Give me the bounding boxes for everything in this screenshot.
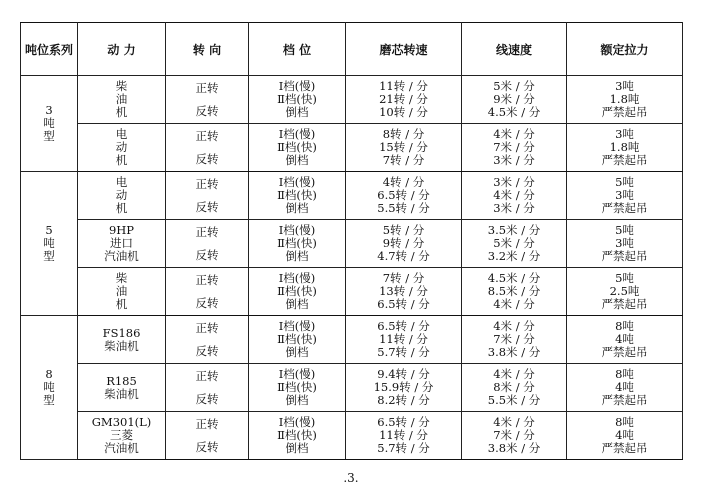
line-speed-value: 4.5米 / 分 bbox=[487, 105, 541, 119]
header-cell-series: 吨位系列 bbox=[21, 23, 78, 76]
series-label: 8 bbox=[45, 367, 53, 381]
power-label: 柴 bbox=[115, 79, 128, 93]
line-speed-cell bbox=[462, 76, 567, 124]
power-label: 机 bbox=[115, 201, 128, 215]
gear-label: 倒档 bbox=[285, 249, 309, 263]
power-label: 柴油机 bbox=[104, 338, 139, 353]
rotation-label: 正转 bbox=[195, 368, 219, 383]
power-cell bbox=[78, 364, 166, 412]
gear-cell bbox=[249, 316, 346, 364]
power-cell bbox=[78, 76, 166, 124]
line-speed-value: 3.8米 / 分 bbox=[487, 345, 541, 359]
core-speed-value: 8转 / 分 bbox=[382, 127, 425, 141]
core-speed-value: 11转 / 分 bbox=[379, 332, 428, 346]
line-speed-value: 8米 / 分 bbox=[493, 380, 535, 394]
table-row bbox=[21, 316, 683, 364]
line-speed-cell bbox=[462, 268, 567, 316]
core-speed-value: 8.2转 / 分 bbox=[377, 393, 430, 407]
series-label: 3 bbox=[45, 103, 53, 117]
rotation-cell bbox=[166, 76, 249, 124]
core-speed-value: 21转 / 分 bbox=[379, 92, 428, 106]
power-cell bbox=[78, 172, 166, 220]
rated-load-value: 3吨 bbox=[615, 79, 634, 93]
gear-label: I档(慢) bbox=[278, 79, 316, 93]
core-speed-cell bbox=[346, 220, 462, 268]
line-speed-value: 4米 / 分 bbox=[493, 127, 535, 141]
spec-table bbox=[20, 22, 683, 460]
rated-load-value: 严禁起吊 bbox=[601, 105, 648, 119]
core-speed-cell bbox=[346, 172, 462, 220]
rotation-label: 反转 bbox=[195, 295, 219, 310]
rated-load-value: 4吨 bbox=[615, 380, 634, 394]
header-cell-gear: 档 位 bbox=[249, 23, 346, 76]
power-cell bbox=[78, 268, 166, 316]
table-row bbox=[21, 220, 683, 268]
core-speed-cell bbox=[346, 316, 462, 364]
power-cell bbox=[78, 124, 166, 172]
gear-label: I档(慢) bbox=[278, 319, 316, 333]
power-label: 机 bbox=[115, 105, 128, 119]
gear-label: Ⅱ档(快) bbox=[277, 284, 317, 298]
core-speed-value: 13转 / 分 bbox=[379, 284, 428, 298]
rotation-label: 反转 bbox=[195, 199, 219, 214]
rotation-label: 反转 bbox=[195, 151, 219, 166]
rotation-label: 正转 bbox=[195, 80, 219, 95]
line-speed-value: 9米 / 分 bbox=[493, 92, 535, 106]
power-label: 汽油机 bbox=[104, 249, 139, 263]
rotation-label: 正转 bbox=[195, 224, 219, 239]
core-speed-value: 15.9转 / 分 bbox=[373, 380, 434, 394]
line-speed-value: 3.8米 / 分 bbox=[487, 441, 541, 455]
gear-label: 倒档 bbox=[285, 153, 309, 167]
rated-load-cell bbox=[567, 268, 683, 316]
line-speed-value: 8.5米 / 分 bbox=[487, 284, 541, 298]
core-speed-value: 6.5转 / 分 bbox=[377, 297, 430, 311]
gear-cell bbox=[249, 172, 346, 220]
gear-label: 倒档 bbox=[285, 201, 309, 215]
table-row bbox=[21, 268, 683, 316]
gear-cell bbox=[249, 412, 346, 460]
core-speed-value: 6.5转 / 分 bbox=[377, 415, 430, 429]
core-speed-value: 7转 / 分 bbox=[382, 153, 425, 167]
power-label: 三菱 bbox=[110, 428, 133, 442]
series-label: 吨 bbox=[43, 236, 55, 250]
page-number: .3. bbox=[343, 471, 359, 485]
line-speed-value: 3.5米 / 分 bbox=[487, 223, 541, 237]
core-speed-value: 11转 / 分 bbox=[379, 428, 428, 442]
line-speed-value: 4米 / 分 bbox=[493, 367, 535, 381]
core-speed-value: 15转 / 分 bbox=[379, 140, 428, 154]
power-cell bbox=[78, 316, 166, 364]
gear-label: 倒档 bbox=[285, 441, 309, 455]
rated-load-cell bbox=[567, 316, 683, 364]
power-label: 动 bbox=[115, 188, 128, 202]
power-label: 机 bbox=[115, 153, 128, 167]
power-label: 电 bbox=[115, 127, 128, 141]
power-cell bbox=[78, 412, 166, 460]
power-label: 汽油机 bbox=[104, 441, 139, 455]
rated-load-value: 2.5吨 bbox=[609, 284, 640, 298]
series-cell bbox=[21, 316, 78, 460]
rated-load-value: 1.8吨 bbox=[609, 140, 640, 154]
power-cell bbox=[78, 220, 166, 268]
series-cell bbox=[21, 172, 78, 316]
rated-load-value: 5吨 bbox=[615, 223, 634, 237]
rotation-label: 正转 bbox=[195, 416, 219, 431]
core-speed-value: 5.5转 / 分 bbox=[377, 201, 430, 215]
line-speed-value: 4米 / 分 bbox=[493, 188, 535, 202]
table-row bbox=[21, 364, 683, 412]
line-speed-value: 3.2米 / 分 bbox=[487, 249, 541, 263]
core-speed-value: 11转 / 分 bbox=[379, 79, 428, 93]
gear-label: I档(慢) bbox=[278, 415, 316, 429]
rated-load-value: 8吨 bbox=[615, 319, 634, 333]
line-speed-value: 5.5米 / 分 bbox=[487, 393, 541, 407]
gear-label: 倒档 bbox=[285, 393, 309, 407]
series-label: 型 bbox=[43, 249, 55, 263]
core-speed-value: 6.5转 / 分 bbox=[377, 319, 430, 333]
rotation-cell bbox=[166, 172, 249, 220]
core-speed-cell bbox=[346, 76, 462, 124]
rated-load-cell bbox=[567, 364, 683, 412]
gear-label: Ⅱ档(快) bbox=[277, 428, 317, 442]
power-label: GM301(L) bbox=[91, 415, 152, 429]
spec-table-body bbox=[21, 76, 683, 460]
rated-load-value: 3吨 bbox=[615, 127, 634, 141]
line-speed-value: 7米 / 分 bbox=[493, 428, 535, 442]
line-speed-value: 4.5米 / 分 bbox=[487, 271, 541, 285]
rated-load-value: 5吨 bbox=[615, 175, 634, 189]
line-speed-cell bbox=[462, 364, 567, 412]
line-speed-value: 3米 / 分 bbox=[493, 175, 535, 189]
gear-label: Ⅱ档(快) bbox=[277, 188, 317, 202]
table-row bbox=[21, 412, 683, 460]
rotation-label: 反转 bbox=[195, 247, 219, 262]
core-speed-value: 9.4转 / 分 bbox=[377, 367, 430, 381]
line-speed-cell bbox=[462, 412, 567, 460]
gear-label: I档(慢) bbox=[278, 223, 316, 237]
core-speed-value: 4.7转 / 分 bbox=[377, 249, 430, 263]
rated-load-value: 严禁起吊 bbox=[601, 345, 648, 359]
line-speed-value: 4米 / 分 bbox=[493, 297, 535, 311]
line-speed-cell bbox=[462, 316, 567, 364]
header-cell-core-speed: 磨芯转速 bbox=[346, 23, 462, 76]
line-speed-value: 4米 / 分 bbox=[493, 319, 535, 333]
core-speed-value: 9转 / 分 bbox=[382, 236, 425, 250]
series-label: 型 bbox=[43, 393, 55, 407]
core-speed-cell bbox=[346, 268, 462, 316]
table-row bbox=[21, 124, 683, 172]
power-label: R185 bbox=[106, 373, 137, 388]
rated-load-value: 4吨 bbox=[615, 428, 634, 442]
line-speed-value: 4米 / 分 bbox=[493, 415, 535, 429]
rotation-cell bbox=[166, 412, 249, 460]
rated-load-value: 8吨 bbox=[615, 367, 634, 381]
gear-cell bbox=[249, 364, 346, 412]
gear-cell bbox=[249, 124, 346, 172]
line-speed-value: 3米 / 分 bbox=[493, 201, 535, 215]
rotation-label: 正转 bbox=[195, 320, 219, 335]
rated-load-cell bbox=[567, 172, 683, 220]
rated-load-value: 1.8吨 bbox=[609, 92, 640, 106]
series-label: 型 bbox=[43, 129, 55, 143]
line-speed-value: 5米 / 分 bbox=[493, 79, 535, 93]
rated-load-cell bbox=[567, 220, 683, 268]
core-speed-cell bbox=[346, 364, 462, 412]
core-speed-value: 5转 / 分 bbox=[382, 223, 425, 237]
rated-load-value: 严禁起吊 bbox=[601, 249, 648, 263]
line-speed-value: 3米 / 分 bbox=[493, 153, 535, 167]
rated-load-cell bbox=[567, 124, 683, 172]
power-label: 油 bbox=[115, 284, 128, 298]
header-row bbox=[21, 23, 683, 76]
gear-label: 倒档 bbox=[285, 105, 309, 119]
rated-load-value: 3吨 bbox=[615, 236, 634, 250]
rated-load-value: 严禁起吊 bbox=[601, 441, 648, 455]
rated-load-value: 严禁起吊 bbox=[601, 153, 648, 167]
rotation-label: 正转 bbox=[195, 128, 219, 143]
rotation-label: 反转 bbox=[195, 103, 219, 118]
power-label: 9HP bbox=[108, 223, 135, 237]
series-cell bbox=[21, 76, 78, 172]
rated-load-value: 严禁起吊 bbox=[601, 393, 648, 407]
rotation-label: 正转 bbox=[195, 272, 219, 287]
rotation-label: 反转 bbox=[195, 439, 219, 454]
rotation-cell bbox=[166, 124, 249, 172]
rated-load-value: 5吨 bbox=[615, 271, 634, 285]
gear-label: Ⅱ档(快) bbox=[277, 332, 317, 346]
gear-cell bbox=[249, 268, 346, 316]
table-row bbox=[21, 172, 683, 220]
core-speed-value: 7转 / 分 bbox=[382, 271, 425, 285]
power-label: 油 bbox=[115, 92, 128, 106]
power-label: 柴油机 bbox=[104, 386, 139, 401]
rated-load-value: 严禁起吊 bbox=[601, 201, 648, 215]
rated-load-cell bbox=[567, 412, 683, 460]
rotation-cell bbox=[166, 364, 249, 412]
header-cell-rated-load: 额定拉力 bbox=[567, 23, 683, 76]
gear-cell bbox=[249, 220, 346, 268]
core-speed-value: 10转 / 分 bbox=[379, 105, 428, 119]
gear-label: 倒档 bbox=[285, 297, 309, 311]
rotation-cell bbox=[166, 220, 249, 268]
header-cell-power: 动 力 bbox=[78, 23, 166, 76]
rotation-label: 反转 bbox=[195, 391, 219, 406]
series-label: 吨 bbox=[43, 380, 55, 394]
gear-label: I档(慢) bbox=[278, 127, 316, 141]
core-speed-value: 5.7转 / 分 bbox=[377, 441, 430, 455]
header-cell-rotation: 转 向 bbox=[166, 23, 249, 76]
rated-load-value: 4吨 bbox=[615, 332, 634, 346]
gear-label: I档(慢) bbox=[278, 175, 316, 189]
gear-label: 倒档 bbox=[285, 345, 309, 359]
rotation-cell bbox=[166, 316, 249, 364]
line-speed-cell bbox=[462, 124, 567, 172]
power-label: 机 bbox=[115, 297, 128, 311]
gear-label: I档(慢) bbox=[278, 367, 316, 381]
power-label: 进口 bbox=[110, 236, 133, 250]
rotation-cell bbox=[166, 268, 249, 316]
table-row bbox=[21, 76, 683, 124]
power-label: FS186 bbox=[102, 325, 141, 340]
core-speed-cell bbox=[346, 124, 462, 172]
gear-label: Ⅱ档(快) bbox=[277, 140, 317, 154]
power-label: 柴 bbox=[115, 271, 128, 285]
header-cell-line-speed: 线速度 bbox=[462, 23, 567, 76]
rated-load-value: 8吨 bbox=[615, 415, 634, 429]
line-speed-cell bbox=[462, 172, 567, 220]
rotation-label: 反转 bbox=[195, 343, 219, 358]
gear-cell bbox=[249, 76, 346, 124]
power-label: 电 bbox=[115, 175, 128, 189]
rotation-label: 正转 bbox=[195, 176, 219, 191]
core-speed-value: 6.5转 / 分 bbox=[377, 188, 430, 202]
core-speed-cell bbox=[346, 412, 462, 460]
line-speed-value: 7米 / 分 bbox=[493, 332, 535, 346]
gear-label: Ⅱ档(快) bbox=[277, 236, 317, 250]
gear-label: Ⅱ档(快) bbox=[277, 92, 317, 106]
line-speed-cell bbox=[462, 220, 567, 268]
power-label: 动 bbox=[115, 140, 128, 154]
core-speed-value: 5.7转 / 分 bbox=[377, 345, 430, 359]
series-label: 吨 bbox=[43, 116, 55, 130]
rated-load-value: 3吨 bbox=[615, 188, 634, 202]
line-speed-value: 7米 / 分 bbox=[493, 140, 535, 154]
gear-label: I档(慢) bbox=[278, 271, 316, 285]
line-speed-value: 5米 / 分 bbox=[493, 236, 535, 250]
rated-load-value: 严禁起吊 bbox=[601, 297, 648, 311]
core-speed-value: 4转 / 分 bbox=[382, 175, 425, 189]
gear-label: Ⅱ档(快) bbox=[277, 380, 317, 394]
rated-load-cell bbox=[567, 76, 683, 124]
series-label: 5 bbox=[45, 223, 53, 237]
